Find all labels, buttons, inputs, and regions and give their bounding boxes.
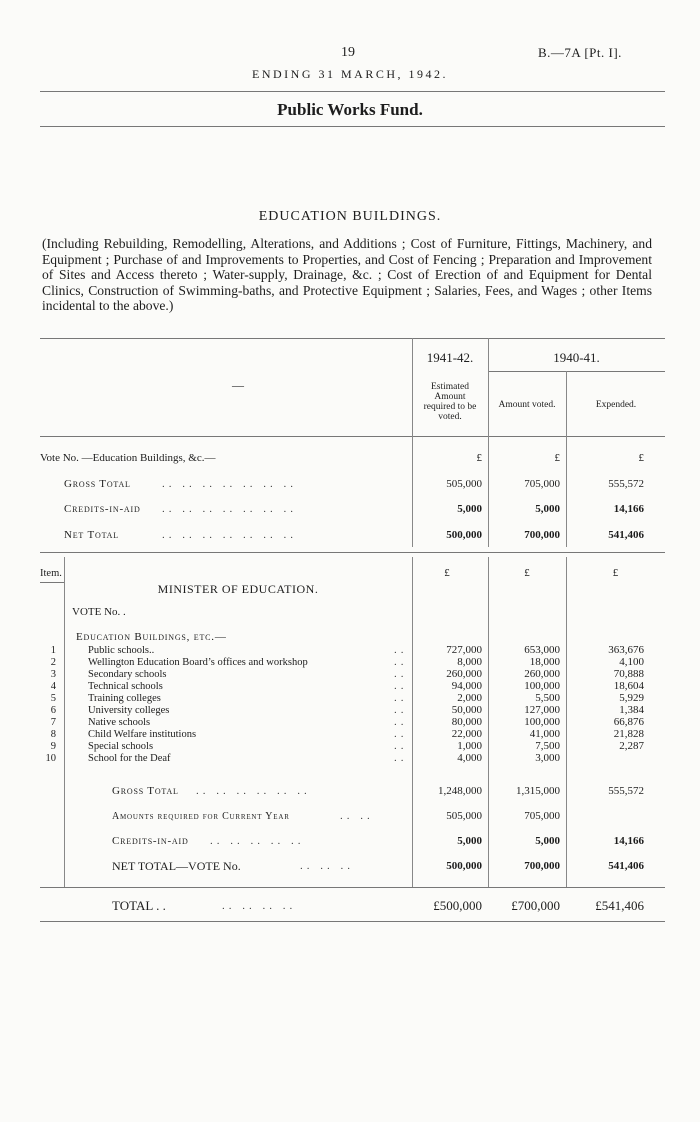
leader-dots: .. .. [340,810,374,822]
leader-dots: .. [394,704,408,716]
header-year-1940: 1940-41. [553,350,600,365]
item-voted: 7,500 [535,740,560,752]
item-number: 2 [50,657,56,668]
item-estimated: 260,000 [446,668,482,680]
summary-credits-estimated: 5,000 [457,503,482,515]
header-voted: Amount voted. [498,400,556,410]
leader-dots: .. [394,716,408,728]
grand-total-label: TOTAL . . [112,898,166,913]
detail-gross-estimated: 1,248,000 [438,785,482,797]
item-expended: 1,384 [619,704,644,716]
item-label: Special schools [88,741,154,752]
item-estimated: 22,000 [451,728,482,740]
leader-dots: .. .. .. [300,860,354,872]
item-expended: 5,929 [619,692,644,704]
table-header-rule [40,436,665,437]
leader-dots: .. [394,656,408,668]
summary-net-expended: 541,406 [608,529,644,541]
amounts-required-label: Amounts required for Current Year [112,811,290,822]
detail-currency-3: £ [612,567,619,579]
summary-currency-2: £ [554,452,560,464]
grand-total-voted: £700,000 [511,898,560,913]
item-label: School for the Deaf [88,753,171,764]
item-number: 7 [50,717,56,728]
detail-credits-expended: 14,166 [613,835,644,847]
bottom-rule [40,921,665,922]
detail-group-label: Education Buildings, etc.— [76,631,227,643]
item-label: Child Welfare institutions [88,729,197,740]
leader-dots: .. [394,680,408,692]
grand-total-rule [40,887,665,888]
year-rule [488,371,665,372]
detail-credits-estimated: 5,000 [457,835,482,847]
item-label: Public schools.. [88,645,155,656]
stub-header-dash: — [232,378,244,392]
summary-currency-1: £ [476,452,482,464]
summary-credits-label: Credits-in-aid [64,503,141,515]
detail-currency-2: £ [524,567,530,579]
grand-total-expended: £541,406 [595,898,644,913]
item-expended: 18,604 [613,680,644,692]
item-label: Native schools [88,717,151,728]
header-rule [40,91,665,92]
header-estimated: Estimated Amount required to be voted. [423,382,477,422]
item-estimated: 4,000 [457,752,482,764]
fund-rule [40,126,665,127]
item-label: Wellington Education Board’s offices and workshop [88,657,308,668]
summary-net-voted: 700,000 [524,529,560,541]
item-number: 6 [50,705,56,716]
item-number: 5 [50,693,56,704]
item-label: Technical schools [88,681,163,692]
summary-currency-3: £ [638,452,644,464]
amounts-required-voted: 705,000 [524,810,560,822]
net-total-estimated: 500,000 [446,860,482,872]
leader-dots: .. [394,752,408,764]
leader-dots: .. [394,644,408,656]
summary-credits-expended: 14,166 [613,503,644,515]
section-intro: (Including Rebuilding, Remodelling, Alterations, and Additions ; Cost of Furniture, Fittings, Machinery, and Equipment ; Purchase of and Improvements to Properties, and Cost of Fencing ; Preparation and Improvement of Sites and Access thereto ; Water-supply, Drainage, &c. ; Cost of Erection of and Equipment for Dental Clinics, Construction of Swimming-baths, and Protective Equipment ; Salaries, Fees, and Wages ; other Items incidental to the above.) [42,236,652,314]
detail-gross-total-label: Gross Total [112,785,179,797]
item-estimated: 80,000 [451,716,482,728]
item-expended: 4,100 [619,656,644,668]
summary-gross-estimated: 505,000 [446,478,482,490]
item-estimated: 8,000 [457,656,482,668]
item-label: University colleges [88,705,170,716]
item-estimated: 727,000 [446,644,482,656]
item-expended: 21,828 [613,728,644,740]
item-estimated: 94,000 [451,680,482,692]
item-number: 8 [50,729,56,740]
item-number: 1 [50,645,56,656]
item-number: 9 [50,741,56,752]
header-expended: Expended. [595,400,637,410]
item-expended [566,752,644,765]
detail-gross-expended: 555,572 [608,785,644,797]
item-expended: 70,888 [613,668,644,680]
section-title: EDUCATION BUILDINGS. [258,209,442,224]
item-number: 10 [45,753,56,764]
period-heading: ENDING 31 MARCH, 1942. [252,67,448,81]
item-col-divider [64,557,65,887]
net-total-vote-label: NET TOTAL—VOTE No. [112,859,241,873]
document-reference: B.—7A [Pt. I]. [538,45,622,60]
item-expended: 2,287 [619,740,644,752]
net-total-voted: 700,000 [524,860,560,872]
summary-vote-label: Vote No. —Education Buildings, &c.— [40,452,216,464]
summary-gross-total-label: Gross Total [64,478,131,490]
item-expended: 66,876 [613,716,644,728]
detail-vote-no: VOTE No. . [72,606,126,618]
item-voted: 41,000 [529,728,560,740]
item-expended: 363,676 [608,644,644,656]
summary-net-total-label: Net Total [64,529,119,541]
leader-dots: .. [394,692,408,704]
item-header: Item. [40,568,62,579]
item-header-rule [40,582,64,583]
detail-currency-1: £ [444,567,450,579]
minister-heading: MINISTER OF EDUCATION. [157,582,319,596]
detail-credits-voted: 5,000 [535,835,560,847]
grand-total-estimated: £500,000 [433,898,482,913]
item-voted: 100,000 [524,716,560,728]
summary-gross-voted: 705,000 [524,478,560,490]
item-voted: 18,000 [529,656,560,668]
item-number: 4 [50,681,56,692]
amounts-required-estimated: 505,000 [446,810,482,822]
item-voted: 5,500 [535,692,560,704]
item-voted: 3,000 [535,752,560,764]
leader-dots: .. .. .. .. .. .. .. [162,529,297,541]
header-year-1941: 1941-42. [426,350,474,365]
leader-dots: .. .. .. .. .. .. [196,785,311,797]
summary-credits-voted: 5,000 [535,503,560,515]
table-top-rule [40,338,665,339]
net-total-expended: 541,406 [608,860,644,872]
item-voted: 100,000 [524,680,560,692]
detail-gross-voted: 1,315,000 [516,785,560,797]
leader-dots: .. [394,740,408,752]
leader-dots: .. [394,668,408,680]
leader-dots: .. .. .. .. [222,900,297,912]
summary-net-estimated: 500,000 [446,529,482,541]
summary-gross-expended: 555,572 [608,478,644,490]
item-voted: 127,000 [524,704,560,716]
fund-title: Public Works Fund. [277,100,423,119]
item-number: 3 [50,669,56,680]
item-voted: 653,000 [524,644,560,656]
detail-top-rule [40,552,665,553]
item-estimated: 1,000 [457,740,482,752]
item-label: Secondary schools [88,669,167,680]
page-number: 19 [341,45,355,60]
leader-dots: .. .. .. .. .. [210,835,305,847]
leader-dots: .. [394,728,408,740]
leader-dots: .. .. .. .. .. .. .. [162,478,297,490]
item-estimated: 50,000 [451,704,482,716]
item-estimated: 2,000 [457,692,482,704]
detail-credits-label: Credits-in-aid [112,835,189,847]
leader-dots: .. .. .. .. .. .. .. [162,503,297,515]
item-voted: 260,000 [524,668,560,680]
item-label: Training colleges [88,693,161,704]
